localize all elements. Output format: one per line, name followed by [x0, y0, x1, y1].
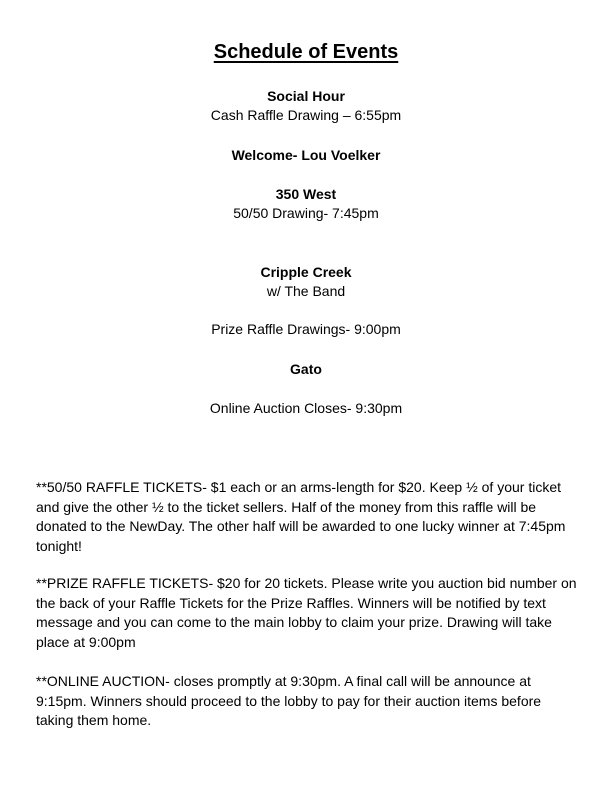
- welcome-heading: Welcome- Lou Voelker: [231, 147, 381, 163]
- band-350-west-heading: 350 West: [275, 186, 337, 202]
- online-auction-closes-time: Online Auction Closes- 9:30pm: [209, 400, 403, 416]
- fifty-fifty-drawing-time: 50/50 Drawing- 7:45pm: [233, 205, 379, 221]
- gato-heading: Gato: [290, 361, 322, 377]
- with-the-band-line: w/ The Band: [266, 283, 346, 299]
- cash-raffle-time: Cash Raffle Drawing – 6:55pm: [210, 107, 402, 123]
- page-title: Schedule of Events: [213, 41, 399, 63]
- prize-raffle-note: **PRIZE RAFFLE TICKETS- $20 for 20 tickets. Please write you auction bid number on the back of your Raffle Tickets for the Prize Raffles. Winners will be notified by text message and you can come to the main lobby to claim your prize. Drawing will take place at 9:00pm: [36, 575, 577, 650]
- fifty-fifty-raffle-note: **50/50 RAFFLE TICKETS- $1 each or an arms-length for $20. Keep ½ of your ticket and give the other ½ to the ticket sellers. Half of the money from this raffle will be donated to the NewDay. The other half will be awarded to one lucky winner at 7:45pm tonight!: [36, 479, 566, 554]
- social-hour-heading: Social Hour: [267, 88, 345, 104]
- prize-raffle-drawings-time: Prize Raffle Drawings- 9:00pm: [211, 321, 401, 337]
- cripple-creek-heading: Cripple Creek: [260, 264, 352, 280]
- online-auction-note: **ONLINE AUCTION- closes promptly at 9:30pm. A final call will be announce at 9:15pm. Winners should proceed to the lobby to pay for their auction items before taking them home.: [36, 673, 542, 728]
